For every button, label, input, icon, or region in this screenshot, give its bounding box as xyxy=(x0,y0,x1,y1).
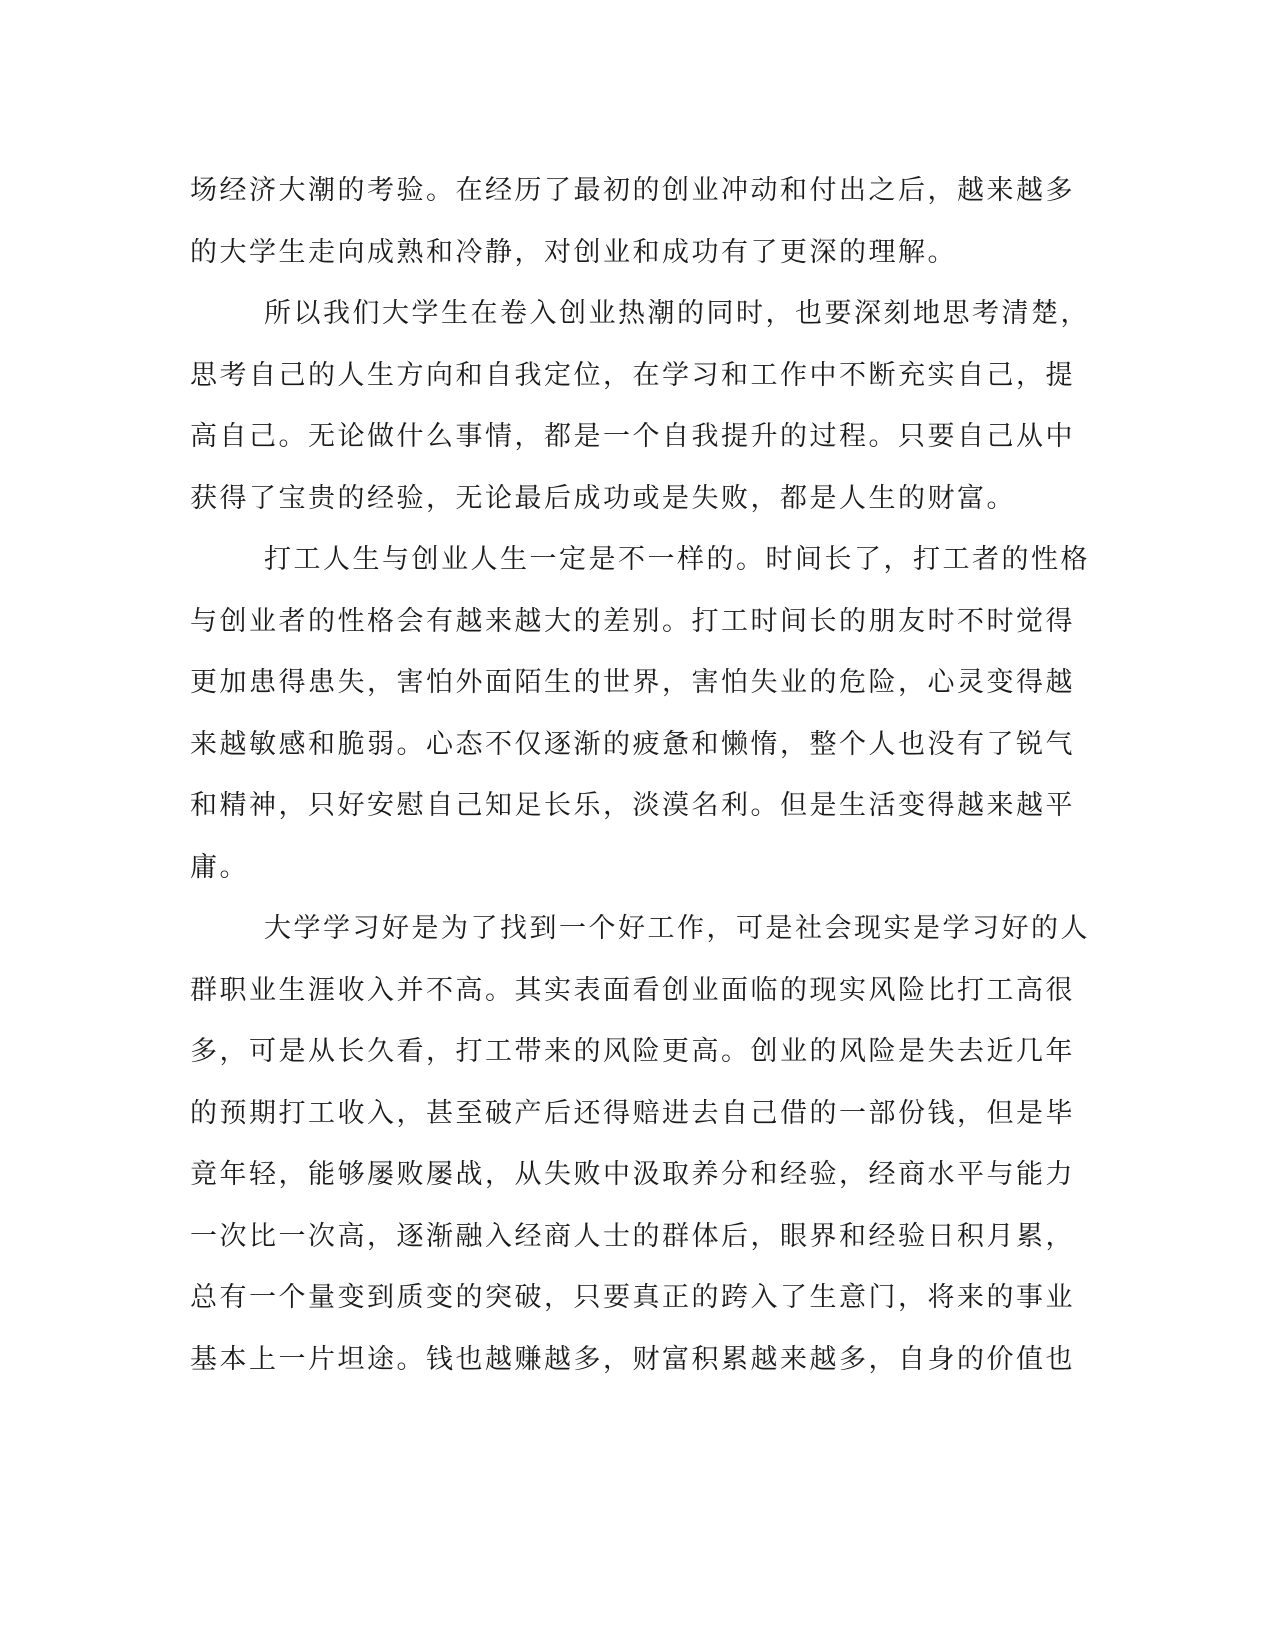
text-line-6: 获得了宝贵的经验，无论最后成功或是失败，都是人生的财富。 xyxy=(190,482,1016,514)
text-line-17: 竟年轻，能够屡败屡战，从失败中汲取养分和经验，经商水平与能力 xyxy=(190,1159,1075,1190)
text-line-1: 场经济大潮的考验。在经历了最初的创业冲动和付出之后，越来越多 xyxy=(190,175,1075,206)
text-line-13: 大学学习好是为了找到一个好工作，可是社会现实是学习好的人 xyxy=(264,913,1090,944)
text-line-7: 打工人生与创业人生一定是不一样的。时间长了，打工者的性格 xyxy=(264,544,1090,575)
text-line-10: 来越敏感和脆弱。心态不仅逐渐的疲惫和懒惰，整个人也没有了锐气 xyxy=(190,728,1075,760)
text-line-12: 庸。 xyxy=(190,851,249,883)
text-line-5: 高自己。无论做什么事情，都是一个自我提升的过程。只要自己从中 xyxy=(190,421,1075,452)
text-line-16: 的预期打工收入，甚至破产后还得赔进去自己借的一部份钱，但是毕 xyxy=(190,1097,1075,1129)
text-line-18: 一次比一次高，逐渐融入经商人士的群体后，眼界和经验日积月累， xyxy=(190,1220,1075,1252)
text-line-11: 和精神，只好安慰自己知足长乐，淡漠名利。但是生活变得越来越平 xyxy=(190,790,1075,821)
text-line-4: 思考自己的人生方向和自我定位，在学习和工作中不断充实自己，提 xyxy=(190,359,1075,391)
text-line-15: 多，可是从长久看，打工带来的风险更高。创业的风险是失去近几年 xyxy=(190,1036,1075,1067)
text-line-8: 与创业者的性格会有越来越大的差别。打工时间长的朋友时不时觉得 xyxy=(190,605,1075,637)
text-line-20: 基本上一片坦途。钱也越赚越多，财富积累越来越多，自身的价值也 xyxy=(190,1343,1075,1375)
text-line-3: 所以我们大学生在卷入创业热潮的同时，也要深刻地思考清楚， xyxy=(264,298,1090,329)
text-line-2: 的大学生走向成熟和冷静，对创业和成功有了更深的理解。 xyxy=(190,236,957,268)
text-line-14: 群职业生涯收入并不高。其实表面看创业面临的现实风险比打工高很 xyxy=(190,974,1075,1006)
document-body xyxy=(190,160,1090,1390)
text-line-19: 总有一个量变到质变的突破，只要真正的跨入了生意门，将来的事业 xyxy=(190,1282,1075,1313)
text-line-9: 更加患得患失，害怕外面陌生的世界，害怕失业的危险，心灵变得越 xyxy=(190,667,1075,698)
